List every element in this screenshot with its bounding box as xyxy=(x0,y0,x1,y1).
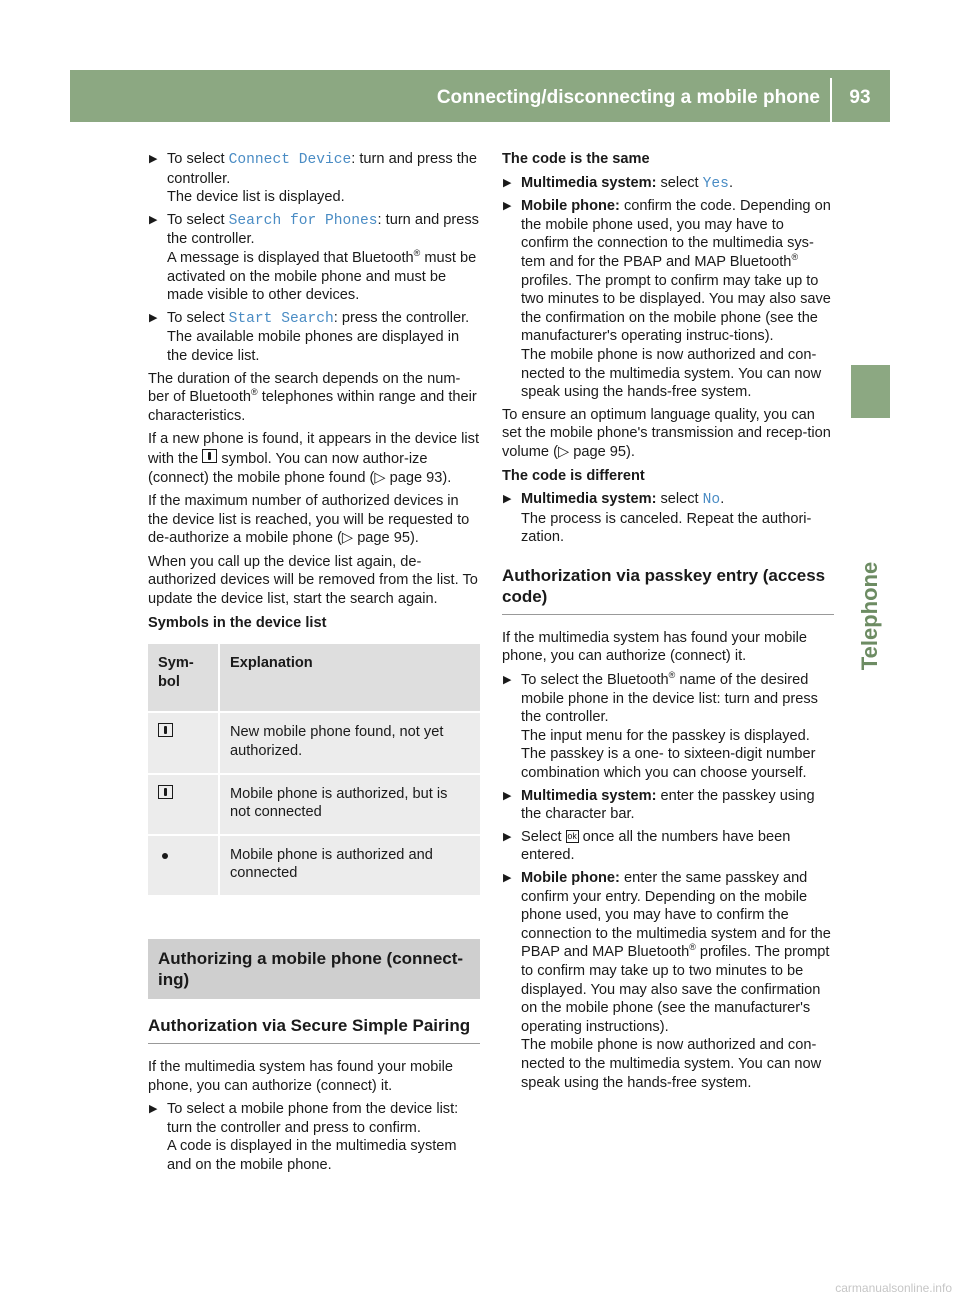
step-arrow-icon: ▶ xyxy=(503,176,512,189)
step-arrow-icon: ▶ xyxy=(149,1103,158,1116)
step-arrow-icon: ▶ xyxy=(503,789,512,802)
table-row: Mobile phone is authorized and connected xyxy=(148,836,480,897)
page-ref-arrow-icon: ▷ xyxy=(341,530,358,547)
step-mobile-passkey: ▶ Mobile phone: enter the same passkey and confirm your entry. Depending on the mobile phone used, you may have to confirm the connection to the multimedia system and for the PBAP and MAP Bluetooth® profiles. The prompt to confirm may take up to two minutes to be displayed. You may also save the confirmation on the mobile phone (see the manufacturer's operating instructions). The mobile phone is now authorized and con-nected to the multimedia system. You can now speak using the hands-free system. xyxy=(503,870,831,1091)
section-title: Authorizing a mobile phone (connect-ing) xyxy=(148,939,480,999)
header-divider xyxy=(830,78,832,122)
passkey-title: Authorization via passkey entry (access code) xyxy=(502,565,834,615)
update-list-paragraph: When you call up the device list again, de-authorized devices will be removed from the list. To update the device list, start the search again. xyxy=(148,553,478,608)
step-arrow-icon: ▶ xyxy=(503,200,512,213)
step-select-ok: ▶ Select ok once all the numbers have been entered. xyxy=(503,828,791,864)
ui-connect-device: Connect Device xyxy=(228,152,352,168)
chapter-tab-marker xyxy=(851,365,890,418)
step-arrow-icon: ▶ xyxy=(503,674,512,687)
ui-no: No xyxy=(702,492,721,509)
passkey-intro: If the multimedia system has found your mobile phone, you can authorize (connect) it. xyxy=(502,629,807,665)
table-row: New mobile phone found, not yet authorized. xyxy=(148,713,480,774)
step-multimedia-no: ▶ Multimedia system: select No. The process is canceled. Repeat the authori-zation. xyxy=(503,491,812,546)
left-column xyxy=(148,150,480,1179)
page-ref-arrow-icon: ▷ xyxy=(374,469,390,486)
mobile-phone-icon xyxy=(158,723,173,737)
step-arrow-icon: ▶ xyxy=(149,153,158,165)
step-start-search: ▶ To select Start Search: press the controller. The available mobile phones are displayed in the device list. xyxy=(149,309,470,364)
code-same-heading: The code is the same xyxy=(502,151,650,167)
step-arrow-icon: ▶ xyxy=(503,493,512,506)
step-mobile-confirm: ▶ Mobile phone: confirm the code. Depending on the mobile phone used, you may have to confirm the connection to the multimedia sys-tem and for the PBAP and MAP Bluetooth® profiles. The prompt to confirm may take up to two minutes to be displayed. You may also save the confirmation on the mobile phone (see the manufacturer's operating instruc-tions). The mobile phone is now authorized and con-nected to the multimedia system. You can now speak using the hands-free system. xyxy=(503,198,831,401)
step-select-bluetooth-name: ▶ To select the Bluetooth® name of the desired mobile phone in the device list: turn and press the controller. The input menu for the passkey is displayed. The passkey is a one- to sixteen-digit number combination which you can choose yourself. xyxy=(503,670,818,782)
mobile-phone-icon xyxy=(202,449,217,463)
watermark: carmanualsonline.info xyxy=(835,1281,952,1296)
ok-icon: ok xyxy=(567,831,577,842)
mobile-phone-authorized-icon xyxy=(158,785,173,799)
page-title: Connecting/disconnecting a mobile phone xyxy=(436,87,820,108)
symbols-table xyxy=(148,644,480,897)
ui-start-search: Start Search xyxy=(228,310,334,327)
step-connect-device: ▶ To select Connect Device: turn and press the controller. The device list is displayed. xyxy=(149,151,478,206)
chapter-label: Telephone xyxy=(857,561,882,671)
volume-paragraph: To ensure an optimum language quality, you can set the mobile phone's transmission and recep-tion volume (▷ page 95). xyxy=(502,406,831,460)
new-phone-paragraph: If a new phone is found, it appears in the device list with the symbol. You can now author-ize (connect) the mobile phone found (▷ page 93). xyxy=(148,431,479,486)
step-search-phones: ▶ To select Search for Phones: turn and press the controller. A message is displayed that Bluetooth® must be activated on the mobile phone and must be made visible to other devices. xyxy=(149,211,479,304)
connected-dot-icon xyxy=(162,853,168,859)
step-select-phone: ▶ To select a mobile phone from the device list: turn the controller and press to confirm. A code is displayed in the multimedia system and on the mobile phone. xyxy=(149,1101,459,1173)
ssp-intro: If the multimedia system has found your mobile phone, you can authorize (connect) it. xyxy=(148,1059,453,1094)
max-devices-paragraph: If the maximum number of authorized devices in the device list is reached, you will be requested to de-authorize a mobile phone (▷ page 95). xyxy=(148,493,470,547)
page-ref-arrow-icon: ▷ xyxy=(557,443,574,460)
table-row: Mobile phone is authorized, but is not connected xyxy=(148,775,480,836)
page-header xyxy=(70,70,890,122)
step-multimedia-yes: ▶ Multimedia system: select Yes. xyxy=(503,174,734,192)
table-header-row: Sym-bol Explanation xyxy=(148,644,480,713)
step-arrow-icon: ▶ xyxy=(149,311,158,324)
ui-yes: Yes xyxy=(702,175,729,192)
subsection-title: Authorization via Secure Simple Pairing xyxy=(148,1015,480,1044)
right-column xyxy=(502,150,834,1096)
step-arrow-icon: ▶ xyxy=(503,830,512,843)
search-duration-paragraph: The duration of the search depends on the num-ber of Bluetooth® telephones within range and their characteristics. xyxy=(148,370,477,424)
step-arrow-icon: ▶ xyxy=(503,872,512,884)
ui-search-for-phones: Search for Phones xyxy=(228,212,378,229)
step-enter-passkey: ▶ Multimedia system: enter the passkey using the character bar. xyxy=(503,787,815,823)
page-number: 93 xyxy=(849,87,871,108)
table-heading: Symbols in the device list xyxy=(148,614,327,631)
step-arrow-icon: ▶ xyxy=(149,213,158,226)
code-different-heading: The code is different xyxy=(502,467,645,484)
